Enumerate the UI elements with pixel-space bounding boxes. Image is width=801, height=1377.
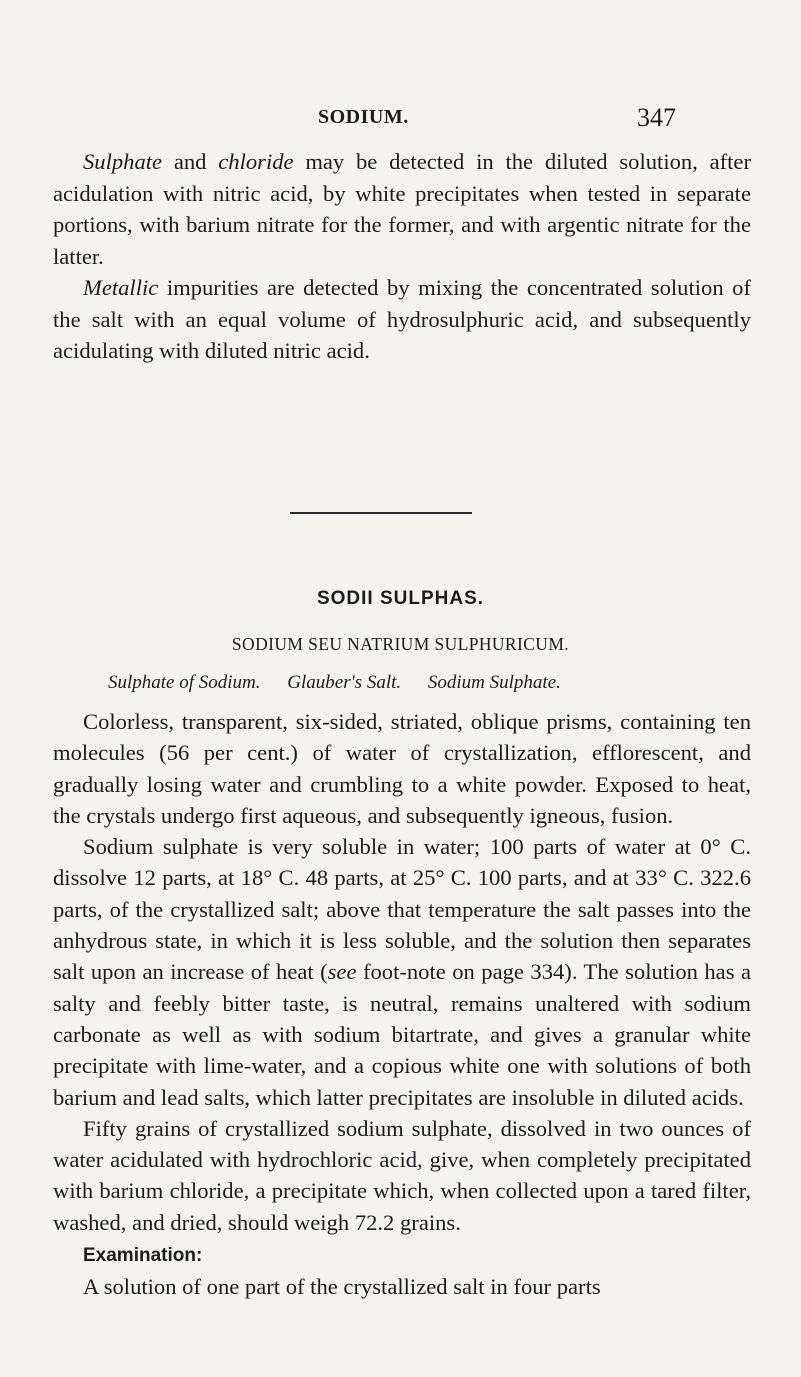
paragraph-metallic (53, 272, 751, 367)
paragraph-sulphate-chloride (53, 146, 751, 272)
paragraph-text: impurities are detected by mixing the concentrated solution of the salt with an equal volume of hydrosulphuric acid, and subsequently acidulating with diluted nitric acid. (53, 275, 751, 363)
top-section (53, 146, 751, 367)
conjunction: and (162, 149, 219, 174)
paragraph-description: Colorless, transparent, six-sided, striated, oblique prisms, containing ten molecules (56 per cent.) of water of crystallization, efflorescent, and gradually losing water and crumbling to a white powder. Exposed to heat, the crystals undergo first aqueous, and subsequently igneous, fusion. (53, 709, 751, 828)
section-subtitle: SODIUM SEU NATRIUM SULPHURICUM. (231, 634, 570, 654)
paragraph-solubility (53, 831, 751, 1113)
synonym: Sodium Sulphate. (427, 672, 561, 693)
examination-heading (53, 1238, 751, 1271)
paragraph-text: foot-note on page 334). The solution has a salty and feebly bitter taste, is neutral, remains unaltered with sodium carbonate as well as with sodium bitartrate, and gives a granular white precipitate with lime-water, and a copious white one with solutions of both barium and lead salts, which latter precipitates are insoluble in diluted acids. (53, 959, 751, 1110)
term-chloride: chloride (218, 149, 294, 174)
paragraph-text: Sodium sulphate is very soluble in water; 100 parts of water at 0° C. dissolve 12 parts, at 18° C. 48 parts, at 25° C. 100 parts, and at 33° C. 322.6 parts, of the crystallized salt; above that temperature the salt passes into the anhydrous state, in which it is less soluble, and the solution then separates salt upon an increase of heat ( (53, 834, 751, 985)
term-metallic: Metallic (83, 275, 159, 300)
term-sulphate: Sulphate (83, 149, 163, 174)
synonym: Sulphate of Sodium. (108, 672, 261, 693)
paragraph-text: may be detected in the diluted solution, after acidulation with nitric acid, by white precipitates when tested in separate portions, with barium nitrate for the former, and with argentic nitrate for the latter. (53, 149, 751, 269)
section-title: SODII SULPHAS. (316, 588, 485, 609)
synonym: Glauber's Salt. (287, 672, 402, 693)
main-section (53, 706, 751, 1303)
page-header (0, 103, 801, 136)
examination-label: Examination: (83, 1245, 203, 1267)
page-number: 347 (637, 103, 676, 132)
synonyms-line (108, 672, 708, 694)
running-head: SODIUM. (318, 106, 409, 128)
section-divider (290, 512, 472, 514)
paragraph-examination: A solution of one part of the crystallized salt in four parts (83, 1274, 601, 1300)
term-see: see (327, 959, 357, 985)
paragraph-assay: Fifty grains of crystallized sodium sulphate, dissolved in two ounces of water acidulated with hydrochloric acid, give, when completely precipitated with barium chloride, a precipitate which, when collected upon a tared filter, washed, and dried, should weigh 72.2 grains. (53, 1115, 751, 1235)
